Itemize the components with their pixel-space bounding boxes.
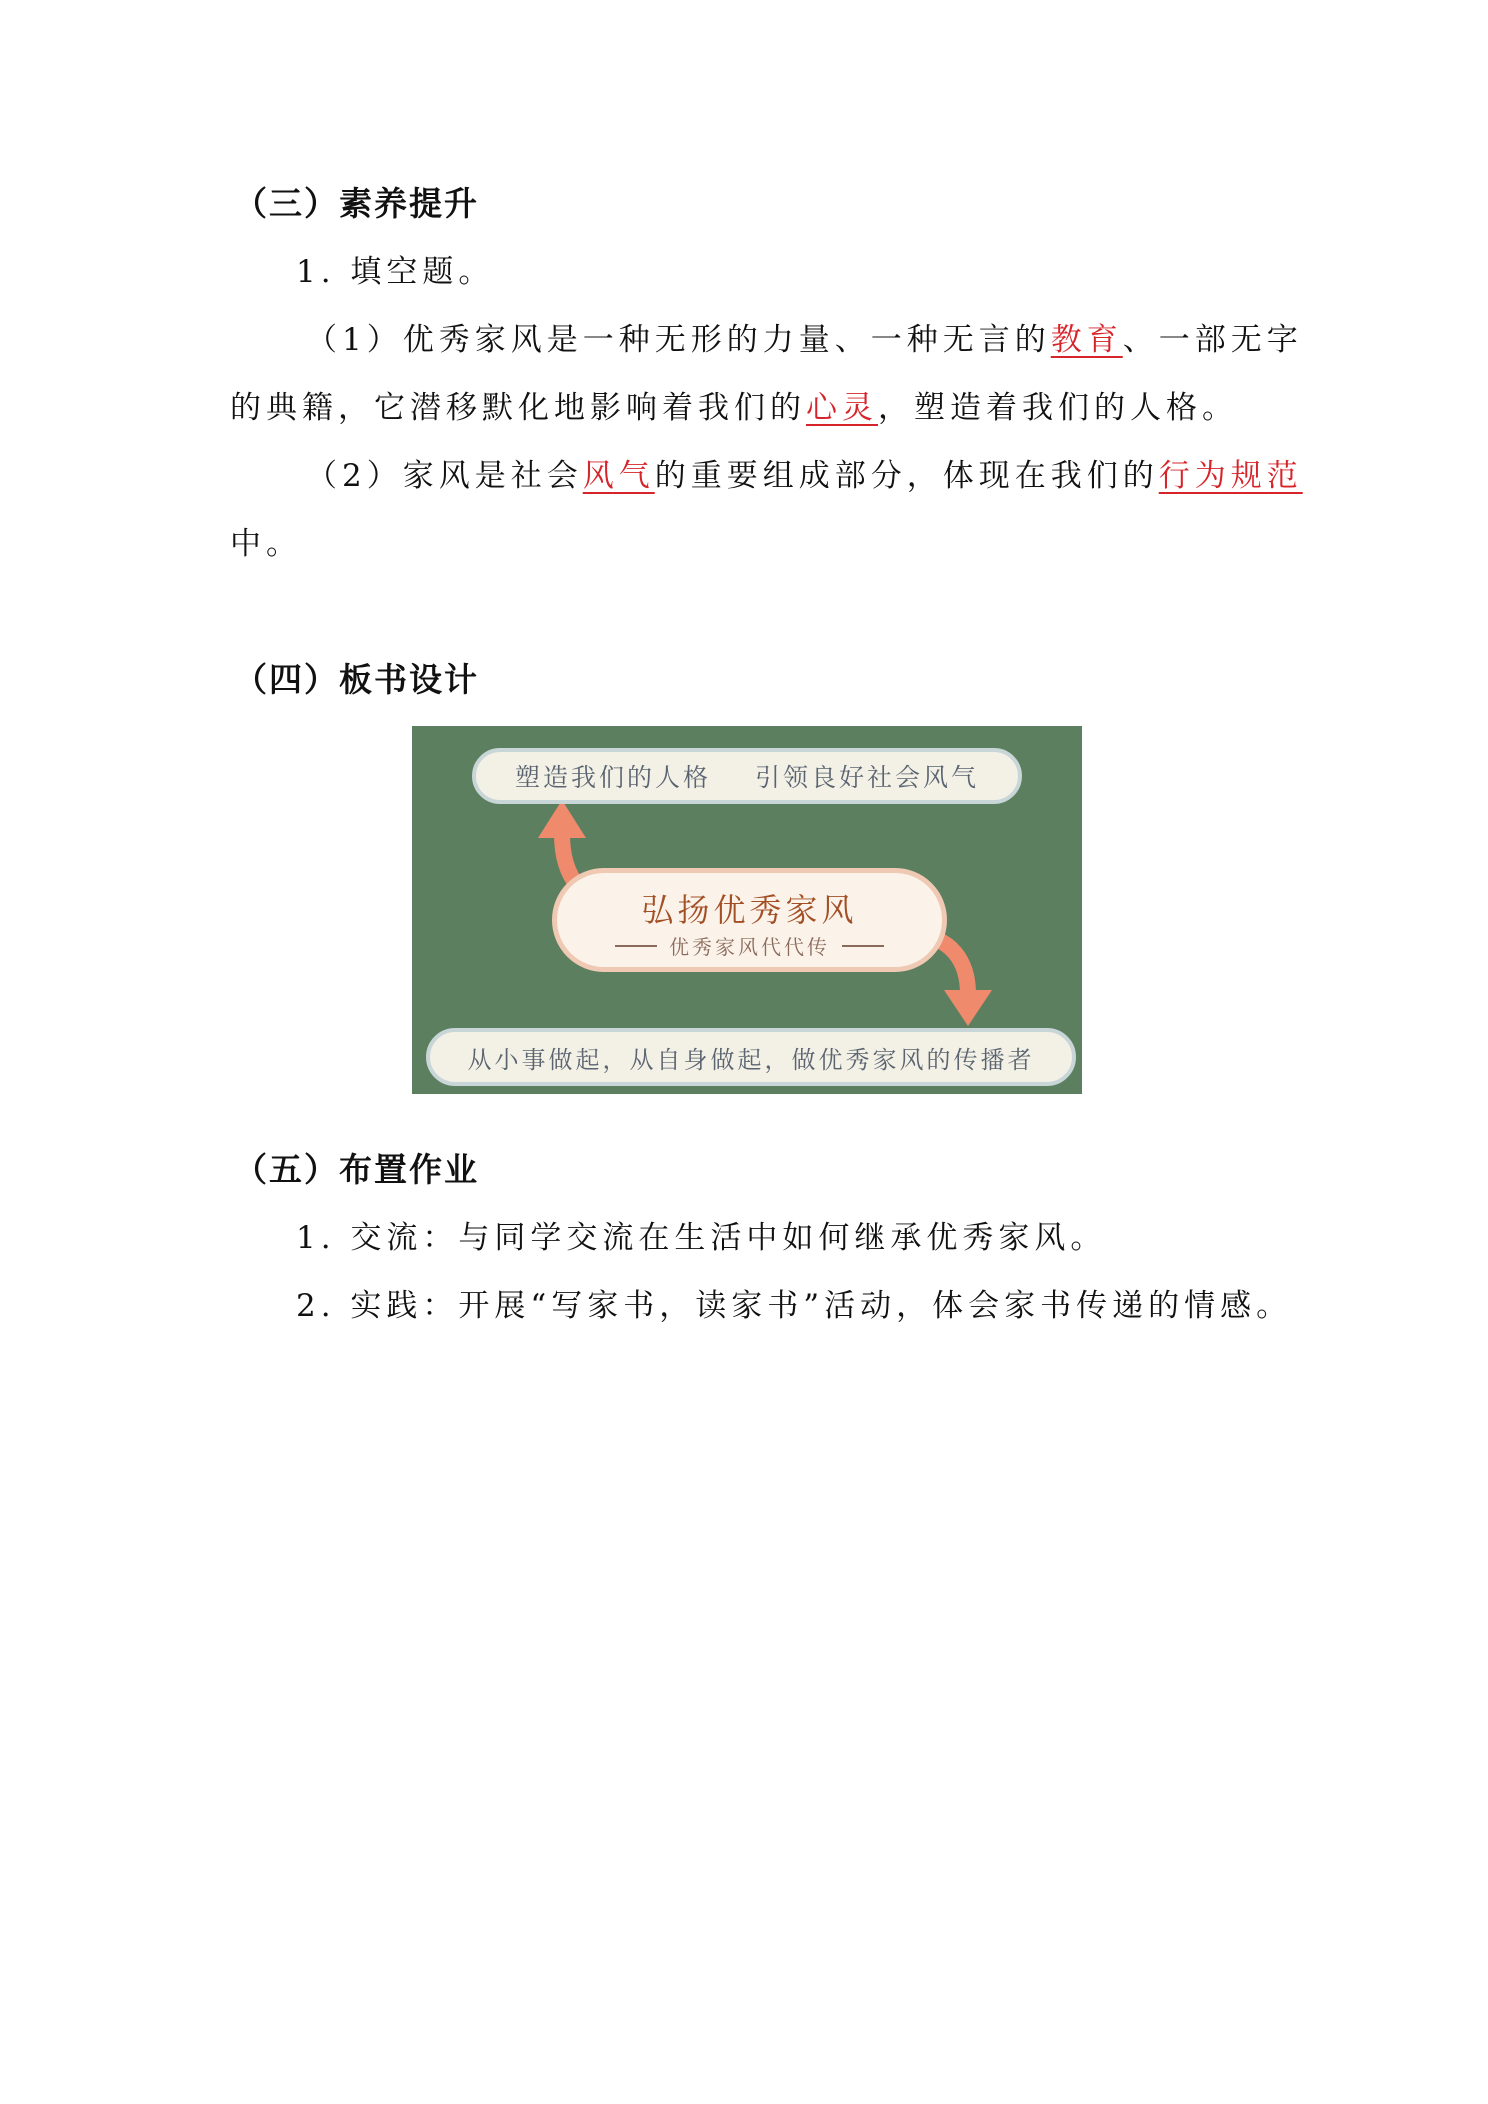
section-heading-literacy: （三）素养提升 [234,184,479,223]
section-heading-homework: （五）布置作业 [234,1150,479,1189]
board-bottom-pill [426,1028,1076,1086]
homework-item-1: 1. 交流：与同学交流在生活中如何继承优秀家风。 [296,1220,1107,1256]
answer-behavior-norms: 行为规范 [1158,458,1303,494]
question-1-text: （1）优秀家风是一种无形的力量、一种无言的 [306,322,1051,358]
dash-left [615,945,657,947]
answer-soul: 心灵 [806,390,878,426]
board-top-pill [472,748,1022,804]
question-2-text: （2）家风是社会 [306,458,583,494]
question-1-text: ，塑造着我们的人格。 [878,390,1238,426]
answer-education: 教育 [1050,322,1123,358]
board-top-right-text: 引领良好社会风气 [755,763,980,792]
question-2-line-2: 中。 [230,526,302,562]
board-center-subtitle: 优秀家风代代传 [669,935,830,959]
section-heading-board-design: （四）板书设计 [234,660,479,699]
question-2-text: 的重要组成部分，体现在我们的 [654,458,1159,494]
question-1-line-2 [230,388,1238,428]
question-2-line-1 [306,456,1303,496]
board-center-title: 弘扬优秀家风 [641,891,858,929]
board-design-image [412,726,1082,1094]
homework-item-2: 2. 实践：开展“写家书，读家书”活动，体会家书传递的情感。 [296,1288,1293,1324]
question-1-text: 、一部无字 [1122,322,1303,358]
answer-atmosphere: 风气 [582,458,655,494]
fill-blank-title: 1. 填空题。 [296,254,495,290]
arrow-up-head [538,800,586,838]
arrow-down-head [944,990,992,1026]
board-center-pill [552,868,947,972]
board-top-left-text: 塑造我们的人格 [514,763,711,792]
dash-right [842,945,884,947]
board-center-subtitle-row [557,931,942,960]
question-1-line-1 [306,320,1303,360]
board-bottom-text: 从小事做起，从自身做起，做优秀家风的传播者 [467,1045,1035,1074]
question-1-text: 的典籍，它潜移默化地影响着我们的 [230,390,806,426]
